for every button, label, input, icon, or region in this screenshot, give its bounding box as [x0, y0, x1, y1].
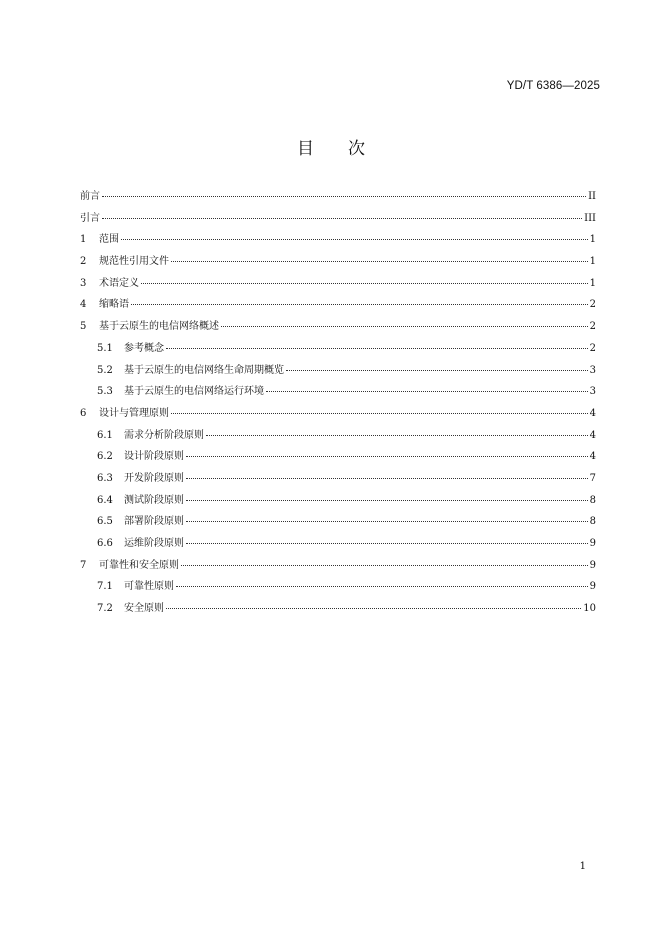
- toc-dot-leader: [102, 218, 582, 219]
- toc-entry[interactable]: [80, 512, 596, 534]
- toc-entry[interactable]: [80, 577, 596, 599]
- toc-entry-title: 可靠性和安全原则: [99, 559, 179, 571]
- toc-entry-page: 3: [589, 386, 596, 398]
- toc-dot-leader: [131, 304, 588, 305]
- toc-entry-title: 设计与管理原则: [99, 407, 169, 419]
- toc-entry[interactable]: [80, 534, 596, 556]
- toc-entry-title: 运维阶段原则: [124, 538, 184, 549]
- toc-entry-title: 范围: [99, 234, 119, 246]
- toc-entry-number: 6: [80, 407, 87, 419]
- toc-entry-number: 6.5: [97, 516, 113, 528]
- toc-dot-leader: [186, 521, 588, 522]
- toc-entry-title: 基于云原生的电信网络生命周期概览: [124, 364, 284, 376]
- toc-entry-number: 2: [80, 256, 87, 268]
- toc-entry-title: 参考概念: [124, 342, 164, 354]
- toc-entry-page: 8: [589, 516, 596, 528]
- toc-entry-title: 基于云原生的电信网络运行环境: [124, 386, 264, 398]
- toc-entry[interactable]: [80, 339, 596, 361]
- toc-entry[interactable]: [80, 230, 596, 252]
- toc-dot-leader: [186, 543, 588, 544]
- toc-entry[interactable]: [80, 447, 596, 469]
- toc-entry-page: 3: [589, 364, 596, 376]
- toc-entry-number: 6.6: [97, 538, 113, 549]
- toc-entry[interactable]: [80, 469, 596, 491]
- toc-entry-number: 5: [80, 321, 87, 333]
- toc-dot-leader: [171, 413, 588, 414]
- toc-entry[interactable]: [80, 274, 596, 296]
- toc-entry-page: III: [584, 212, 596, 224]
- toc-dot-leader: [166, 348, 588, 349]
- toc-entry-page: 1: [589, 256, 596, 268]
- toc-dot-leader: [141, 283, 588, 284]
- toc-entry-title: 部署阶段原则: [124, 516, 184, 528]
- toc-entry-page: 1: [589, 277, 596, 289]
- toc-dot-leader: [171, 261, 588, 262]
- toc-entry-title: 规范性引用文件: [99, 256, 169, 268]
- toc-entry[interactable]: [80, 252, 596, 274]
- toc-entry-page: 9: [589, 581, 596, 593]
- toc-entry-page: 10: [583, 603, 596, 615]
- toc-entry-number: 5.2: [97, 364, 113, 376]
- toc-entry-page: 1: [589, 234, 596, 246]
- toc-entry-page: 9: [589, 559, 596, 571]
- toc-entry-number: 6.3: [97, 472, 113, 484]
- toc-entry[interactable]: [80, 209, 596, 231]
- toc-entry-number: 7: [80, 559, 87, 571]
- toc-entry-number: 5.3: [97, 386, 113, 398]
- toc-entry-title: 缩略语: [99, 299, 129, 311]
- toc-entry[interactable]: [80, 491, 596, 513]
- toc-dot-leader: [102, 196, 586, 197]
- toc-entry-title: 引言: [80, 212, 100, 224]
- toc-entry-number: 6.1: [97, 429, 113, 441]
- toc-entry-title: 设计阶段原则: [124, 451, 184, 463]
- toc-dot-leader: [186, 500, 588, 501]
- toc-entry-title: 可靠性原则: [124, 581, 174, 593]
- toc-entry-page: 2: [589, 321, 596, 333]
- toc-entry-number: 1: [80, 234, 87, 246]
- toc-dot-leader: [221, 326, 588, 327]
- toc-entry[interactable]: [80, 556, 596, 578]
- document-code: YD/T 6386—2025: [506, 80, 600, 92]
- toc-entry[interactable]: [80, 599, 596, 621]
- toc-entry[interactable]: [80, 295, 596, 317]
- toc-entry-page: II: [588, 191, 596, 202]
- toc-entry-page: 7: [589, 472, 596, 484]
- toc-entry-title: 前言: [80, 191, 100, 202]
- toc-entry-number: 5.1: [97, 342, 113, 354]
- toc-entry-title: 需求分析阶段原则: [124, 429, 204, 441]
- toc-entry-title: 安全原则: [124, 603, 164, 615]
- toc-dot-leader: [166, 608, 581, 609]
- toc-title: 目次: [297, 139, 399, 159]
- toc-entry-title: 术语定义: [99, 277, 139, 289]
- toc-entry[interactable]: [80, 404, 596, 426]
- toc-entry[interactable]: [80, 382, 596, 404]
- toc-dot-leader: [181, 565, 588, 566]
- toc-entry-page: 4: [589, 451, 596, 463]
- toc-entry-title: 基于云原生的电信网络概述: [99, 321, 219, 333]
- toc-entry-number: 3: [80, 277, 87, 289]
- toc-entry-page: 4: [589, 429, 596, 441]
- toc-entry-number: 6.4: [97, 494, 113, 506]
- toc-dot-leader: [206, 435, 588, 436]
- toc-entry[interactable]: [80, 317, 596, 339]
- toc-dot-leader: [266, 391, 588, 392]
- toc-entry-page: 4: [589, 407, 596, 419]
- toc-dot-leader: [286, 370, 588, 371]
- toc-entry-page: 9: [589, 538, 596, 549]
- toc-entry-title: 测试阶段原则: [124, 494, 184, 506]
- toc-entry[interactable]: [80, 361, 596, 383]
- toc-list: [80, 187, 596, 621]
- toc-entry[interactable]: [80, 187, 596, 209]
- toc-entry-page: 2: [589, 342, 596, 354]
- toc-dot-leader: [121, 239, 588, 240]
- toc-entry-page: 2: [589, 299, 596, 311]
- toc-entry-title: 开发阶段原则: [124, 472, 184, 484]
- toc-entry-page: 8: [589, 494, 596, 506]
- toc-entry-number: 7.1: [97, 581, 113, 593]
- toc-dot-leader: [186, 478, 588, 479]
- toc-entry[interactable]: [80, 426, 596, 448]
- toc-entry-number: 7.2: [97, 603, 113, 615]
- toc-dot-leader: [176, 586, 588, 587]
- toc-entry-number: 6.2: [97, 451, 113, 463]
- toc-entry-number: 4: [80, 299, 87, 311]
- toc-dot-leader: [186, 456, 588, 457]
- page-number: 1: [579, 861, 586, 872]
